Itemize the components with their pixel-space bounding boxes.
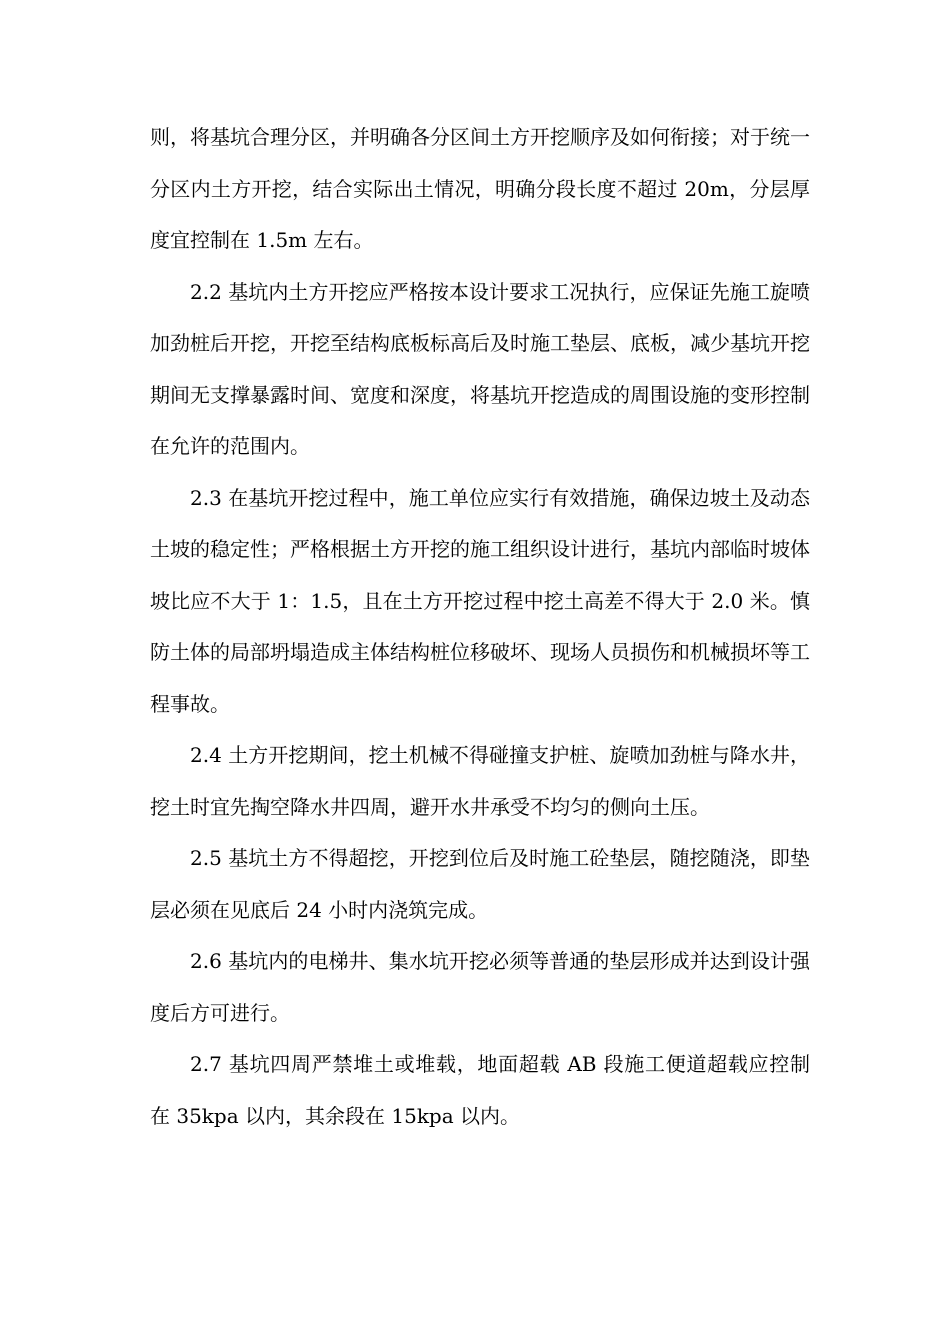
paragraph-2-5: 2.5 基坑土方不得超挖，开挖到位后及时施工砼垫层，随挖随浇，即垫层必须在见底后 24 小时内浇筑完成。 <box>150 846 810 922</box>
paragraph-continuation: 则，将基坑合理分区，并明确各分区间土方开挖顺序及如何衔接；对于统一分区内土方开挖，结合实际出土情况，明确分段长度不超过 20m，分层厚度宜控制在 1.5m 左右。 <box>150 125 810 252</box>
paragraph-2-2: 2.2 基坑内土方开挖应严格按本设计要求工况执行，应保证先施工旋喷加劲桩后开挖，开挖至结构底板标高后及时施工垫层、底板，减少基坑开挖期间无支撑暴露时间、宽度和深度，将基坑开挖造成的周围设施的变形控制在允许的范围内。 <box>150 279 810 458</box>
paragraph-2-7: 2.7 基坑四周严禁堆土或堆载，地面超载 AB 段施工便道超载应控制在 35kpa 以内，其余段在 15kpa 以内。 <box>150 1052 810 1128</box>
paragraph-2-3: 2.3 在基坑开挖过程中，施工单位应实行有效措施，确保边坡土及动态土坡的稳定性；严格根据土方开挖的施工组织设计进行，基坑内部临时坡体坡比应不大于 1：1.5，且在土方开挖过程中挖土高差不得大于 2.0 米。慎防土体的局部坍塌造成主体结构桩位移破坏、现场人员损伤和机械损坏等工程事故。 <box>150 485 810 716</box>
document-body <box>150 112 810 1142</box>
paragraph-2-4: 2.4 土方开挖期间，挖土机械不得碰撞支护桩、旋喷加劲桩与降水井，挖土时宜先掏空降水井四周，避开水井承受不均匀的侧向土压。 <box>150 743 810 819</box>
paragraph-2-6: 2.6 基坑内的电梯井、集水坑开挖必须等普通的垫层形成并达到设计强度后方可进行。 <box>150 949 810 1025</box>
